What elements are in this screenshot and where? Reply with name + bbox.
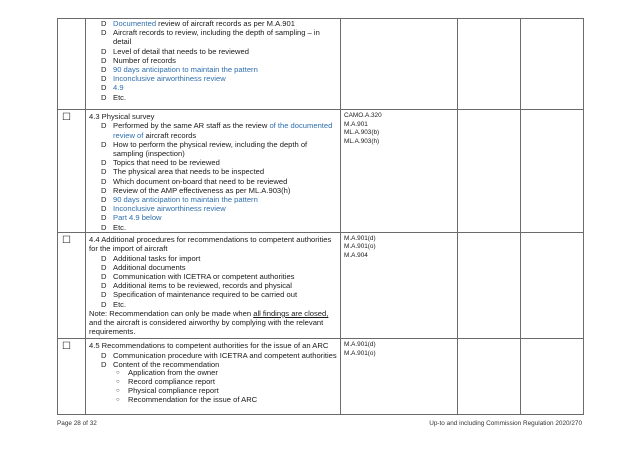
bullet-list (86, 19, 340, 102)
sub-list-item: ○ Physical compliance report (116, 386, 219, 396)
table-row (58, 339, 584, 415)
list-item: D Inconclusive airworthiness review (101, 204, 226, 214)
list-item: D 4.9 (101, 83, 124, 93)
regulation-reference: M.A.904 (344, 252, 368, 260)
list-item: D Level of detail that needs to be reviewed (101, 46, 249, 56)
regulation-reference: ML.A.903(b) (344, 129, 380, 137)
bullet-marker: D (101, 299, 107, 309)
reference-cell (341, 110, 458, 233)
regulation-footer: Up-to and including Commission Regulation 2020/270 (429, 420, 582, 427)
checkbox-cell (58, 232, 86, 339)
bullet-marker: D (101, 74, 107, 84)
content-cell (86, 19, 341, 110)
list-item: D Communication with ICETRA or competent authorities (101, 272, 295, 282)
bullet-marker: D (101, 360, 107, 370)
section-title: 4.4 Additional procedures for recommendations to competent authorities for the import of aircraft (89, 234, 332, 254)
list-item: D Topics that need to be reviewed (101, 158, 220, 168)
page-number: Page 28 of 32 (57, 420, 97, 427)
bullet-marker: D (101, 158, 107, 168)
bullet-marker: D (101, 92, 107, 102)
section-title: 4.3 Physical survey (89, 112, 155, 121)
bullet-list (86, 140, 340, 232)
regulation-reference: M.A.901(o) (344, 350, 376, 358)
list-item: D Performed by the same AR staff as the review of the documented review of aircraft records (101, 121, 333, 140)
circle-bullet-icon: ○ (116, 379, 120, 386)
list-item: D Etc. (101, 92, 127, 102)
list-item: D Etc. (101, 299, 127, 309)
blank-cell (458, 339, 521, 415)
blank-cell (458, 110, 521, 233)
bullet-marker: D (101, 350, 107, 360)
bullet-marker: D (101, 195, 107, 205)
list-item: D 90 days anticipation to maintain the pattern (101, 65, 258, 75)
list-item: D Additional items to be reviewed, records and physical (101, 281, 292, 291)
list-item: D Additional documents (101, 262, 186, 272)
section-title: 4.5 Recommendations to competent authorities for the issue of an ARC (89, 341, 329, 351)
regulation-reference: M.A.901(d) (344, 234, 376, 242)
bullet-marker: D (101, 204, 107, 214)
checkbox-cell (58, 339, 86, 415)
list-item: D How to perform the physical review, including the depth of sampling (inspection) (101, 139, 308, 159)
regulation-reference: ML.A.903(h) (344, 137, 380, 145)
checkbox[interactable]: ☐ (62, 341, 71, 353)
bullet-marker: D (101, 281, 107, 291)
table-row (58, 110, 584, 233)
checkbox-cell (58, 110, 86, 233)
reference-cell (341, 339, 458, 415)
bullet-marker: D (101, 55, 107, 65)
checklist-table (57, 18, 584, 415)
reference-list (341, 110, 457, 146)
bullet-marker: D (101, 222, 107, 232)
regulation-reference: CAMO.A.320 (344, 112, 382, 119)
list-item: D 90 days anticipation to maintain the pattern (101, 195, 258, 205)
reference-list (341, 233, 457, 261)
list-item: D The physical area that needs to be inspected (101, 167, 265, 177)
list-item: D Documented review of aircraft records as per M.A.901 (101, 19, 295, 28)
bullet-list (86, 121, 340, 139)
bullet-marker: D (101, 121, 107, 131)
list-item: D Specification of maintenance required to be carried out (101, 290, 298, 300)
bullet-marker: D (101, 176, 107, 186)
checkbox-cell (58, 19, 86, 110)
table-row (58, 232, 584, 339)
sub-bullet-list (86, 369, 340, 405)
bullet-marker: D (101, 253, 107, 263)
list-item: D Additional tasks for import (101, 253, 201, 263)
blank-cell (458, 19, 521, 110)
reference-list (341, 339, 457, 358)
bullet-marker: D (101, 83, 107, 93)
bullet-list (86, 254, 340, 309)
content-cell (86, 339, 341, 415)
bullet-marker: D (101, 262, 107, 272)
content-cell (86, 232, 341, 339)
regulation-reference: M.A.901(d) (344, 341, 376, 349)
list-item: D Communication procedure with ICETRA and competent authorities (101, 350, 337, 360)
list-item: D Which document on-board that need to be reviewed (101, 176, 288, 186)
regulation-reference: M.A.901 (344, 120, 368, 128)
bullet-marker: D (101, 213, 107, 223)
bullet-marker: D (101, 19, 107, 28)
table-row (58, 19, 584, 110)
list-item: D Inconclusive airworthiness review (101, 74, 226, 84)
content-cell (86, 110, 341, 233)
reference-cell (341, 19, 458, 110)
list-item: D Aircraft records to review, including the depth of sampling – in detail (101, 28, 320, 47)
list-item: D Part 4.9 below (101, 213, 162, 223)
list-item: D Number of records (101, 55, 176, 65)
bullet-list (86, 351, 340, 369)
list-item: D Content of the recommendation (101, 360, 220, 370)
blank-cell (521, 339, 584, 415)
blank-cell (521, 232, 584, 339)
circle-bullet-icon: ○ (116, 370, 120, 377)
blank-cell (521, 110, 584, 233)
sub-list-item: ○ Recommendation for the issue of ARC (116, 395, 258, 405)
sub-list-item: ○ Record compliance report (116, 377, 215, 387)
circle-bullet-icon: ○ (116, 388, 120, 395)
blank-cell (458, 232, 521, 339)
checkbox[interactable]: ☐ (62, 234, 71, 246)
circle-bullet-icon: ○ (116, 397, 120, 404)
bullet-marker: D (101, 272, 107, 282)
blank-cell (521, 19, 584, 110)
bullet-marker: D (101, 290, 107, 300)
bullet-marker: D (101, 139, 107, 149)
bullet-marker: D (101, 167, 107, 177)
bullet-marker: D (101, 65, 107, 75)
reference-cell (341, 232, 458, 339)
bullet-marker: D (101, 28, 107, 38)
bullet-marker: D (101, 46, 107, 56)
sub-list-item: ○ Application from the owner (116, 368, 218, 378)
note: Note: Recommendation can only be made when all findings are closed, and the aircraft is considered airworthy by complying with the relevant requirements. (89, 308, 329, 337)
list-item: D Etc. (101, 222, 127, 232)
list-item: D Review of the AMP effectiveness as per ML.A.903(h) (101, 185, 291, 195)
checkbox[interactable]: ☐ (62, 112, 71, 123)
regulation-reference: M.A.901(o) (344, 243, 376, 251)
bullet-marker: D (101, 185, 107, 195)
